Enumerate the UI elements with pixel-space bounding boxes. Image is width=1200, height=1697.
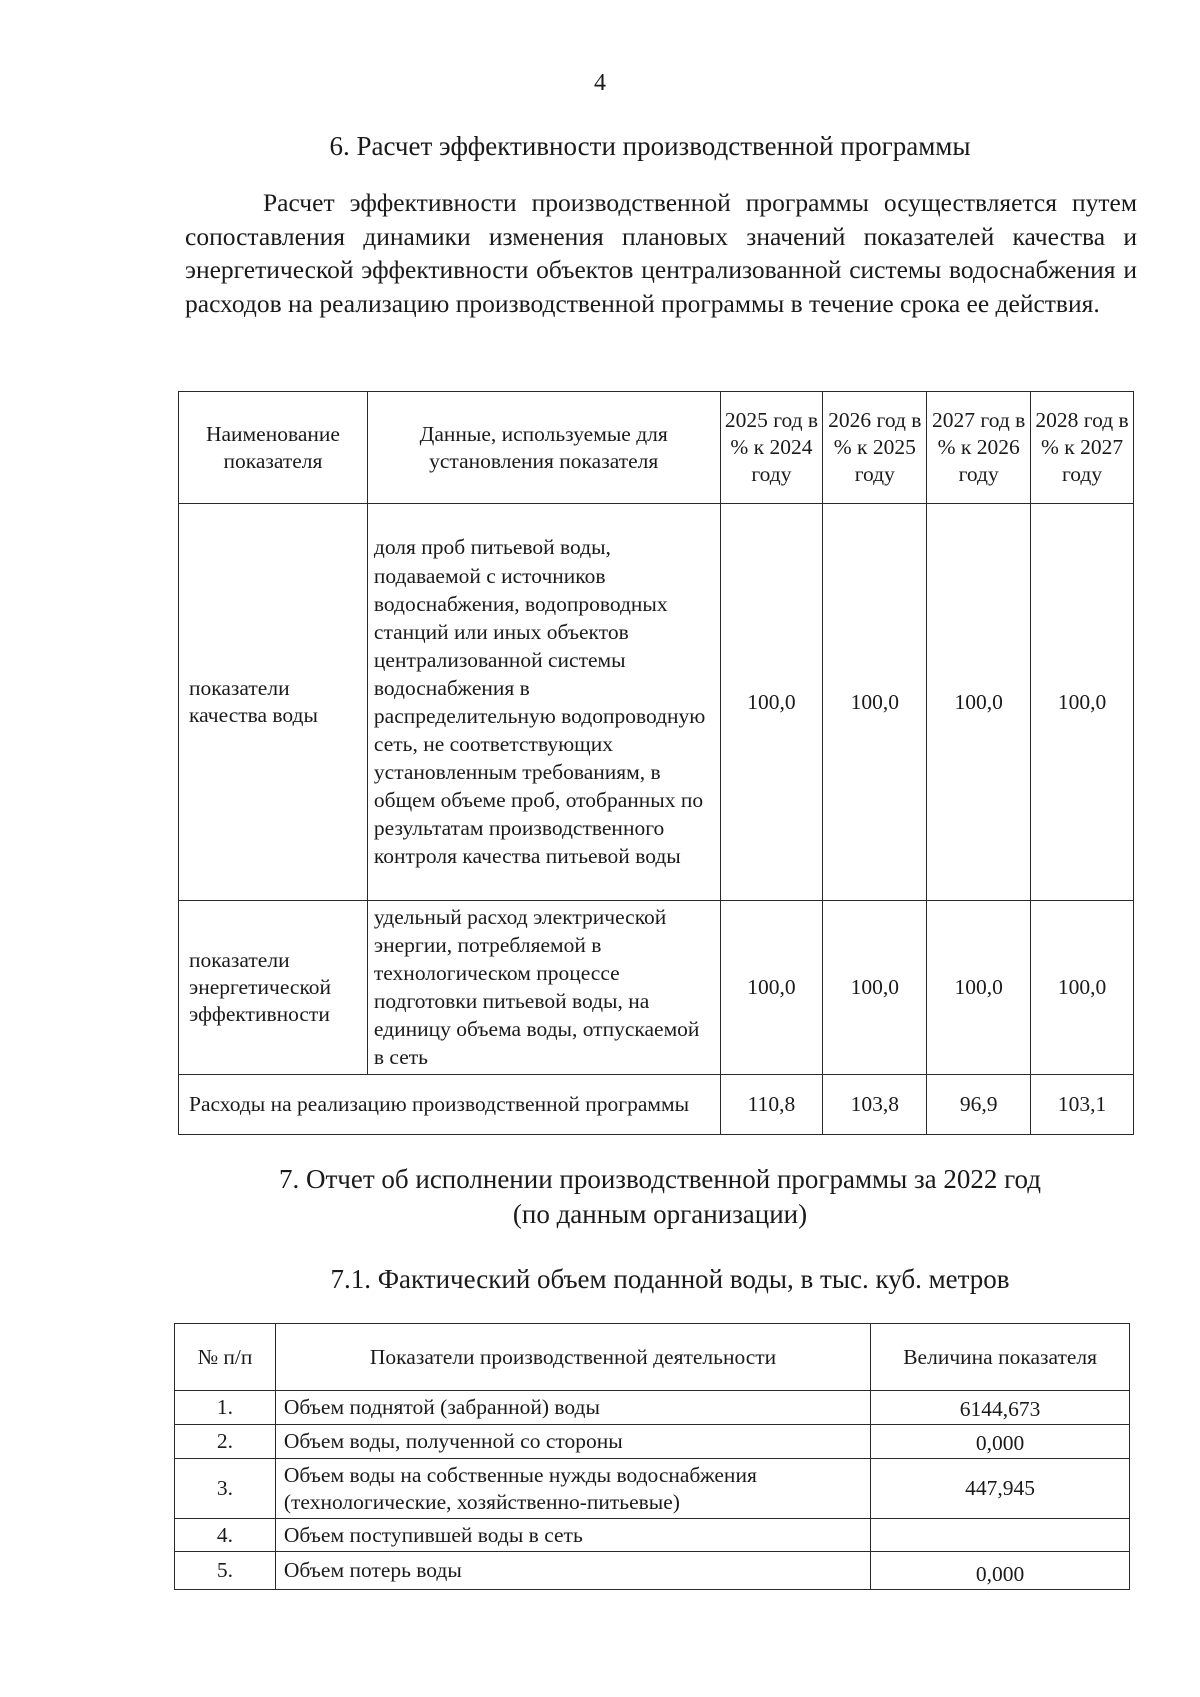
- table-row: [175, 1425, 1130, 1459]
- value-cell: 100,0: [927, 901, 1031, 1075]
- value-cell: 100,0: [720, 901, 823, 1075]
- value-cell: 100,0: [1031, 901, 1134, 1075]
- value-cell: 100,0: [1031, 504, 1134, 901]
- row-value: 0,000: [871, 1552, 1130, 1590]
- row-name: показатели качества воды: [179, 504, 368, 901]
- value-cell: 103,1: [1031, 1074, 1134, 1134]
- value-cell: 103,8: [823, 1074, 927, 1134]
- table-row: [175, 1459, 1130, 1519]
- section-7-1-title: 7.1. Фактический объем поданной воды, в тыс. куб. метров: [330, 1264, 1010, 1294]
- row-value: [871, 1519, 1130, 1552]
- header-num: № п/п: [175, 1324, 276, 1391]
- header-year-2028: 2028 год в % к 2027 году: [1031, 392, 1134, 504]
- table-row: [175, 1519, 1130, 1552]
- section-7-title-line2: (по данным организации): [512, 1199, 808, 1229]
- row-number: 1.: [175, 1391, 276, 1425]
- row-indicator: Объем поднятой (забранной) воды: [275, 1391, 870, 1425]
- section-6-paragraph: [185, 186, 1137, 320]
- row-name: показатели энергетической эффективности: [179, 901, 368, 1075]
- table-row: [175, 1391, 1130, 1425]
- row-indicator: Объем воды на собственные нужды водоснабжения (технологические, хозяйственно-питьевые): [275, 1459, 870, 1519]
- cost-label: Расходы на реализацию производственной программы: [179, 1074, 721, 1134]
- section-7-title-line1: 7. Отчет об исполнении производственной программы за 2022 год: [278, 1164, 1042, 1194]
- value-cell: 100,0: [927, 504, 1031, 901]
- header-name: Наименование показателя: [179, 392, 368, 504]
- water-volume-table: [174, 1323, 1130, 1590]
- efficiency-table: [178, 391, 1134, 1135]
- header-year-2025: 2025 год в % к 2024 году: [720, 392, 823, 504]
- row-number: 2.: [175, 1425, 276, 1459]
- value-cell: 100,0: [720, 504, 823, 901]
- value-cell: 96,9: [927, 1074, 1031, 1134]
- value-cell: 100,0: [823, 504, 927, 901]
- header-data: Данные, используемые для установления показателя: [367, 392, 720, 504]
- header-year-2026: 2026 год в % к 2025 году: [823, 392, 927, 504]
- table-header-row: [175, 1324, 1130, 1391]
- header-year-2027: 2027 год в % к 2026 году: [927, 392, 1031, 504]
- row-number: 3.: [175, 1459, 276, 1519]
- section-6-title: 6. Расчет эффективности производственной программы: [329, 131, 971, 161]
- row-value: 0,000: [871, 1425, 1130, 1459]
- row-value: 6144,673: [871, 1391, 1130, 1425]
- table-row: [179, 504, 1134, 901]
- table-row: [175, 1552, 1130, 1590]
- intro-text: Расчет эффективности производственной программы осуществляется путем сопоставления динамики изменения плановых значений показателей качества и энергетической эффективности объектов централизованной системы водоснабжения и расходов на реализацию производственной программы в течение срока ее действия.: [185, 188, 1137, 318]
- header-indicator: Показатели производственной деятельности: [275, 1324, 870, 1391]
- row-indicator: Объем воды, полученной со стороны: [275, 1425, 870, 1459]
- row-indicator: Объем поступившей воды в сеть: [275, 1519, 870, 1552]
- row-value: 447,945: [871, 1459, 1130, 1519]
- table-row: [179, 901, 1134, 1075]
- header-value: Величина показателя: [871, 1324, 1130, 1391]
- row-data: доля проб питьевой воды, подаваемой с источников водоснабжения, водопроводных станций или иных объектов централизованной системы водоснабжения в распределительную водопроводную сеть, не соответствующих установленным требованиям, в общем объеме проб, отобранных по результатам производственного контроля качества питьевой воды: [367, 504, 720, 901]
- table-header-row: [179, 392, 1134, 504]
- row-number: 4.: [175, 1519, 276, 1552]
- section-7-title: [60, 1162, 1200, 1232]
- cost-row: [179, 1074, 1134, 1134]
- page-number: 4: [594, 70, 606, 96]
- row-indicator: Объем потерь воды: [275, 1552, 870, 1590]
- row-data: удельный расход электрической энергии, потребляемой в технологическом процессе подготовки питьевой воды, на единицу объема воды, отпускаемой в сеть: [367, 901, 720, 1075]
- value-cell: 110,8: [720, 1074, 823, 1134]
- value-cell: 100,0: [823, 901, 927, 1075]
- row-number: 5.: [175, 1552, 276, 1590]
